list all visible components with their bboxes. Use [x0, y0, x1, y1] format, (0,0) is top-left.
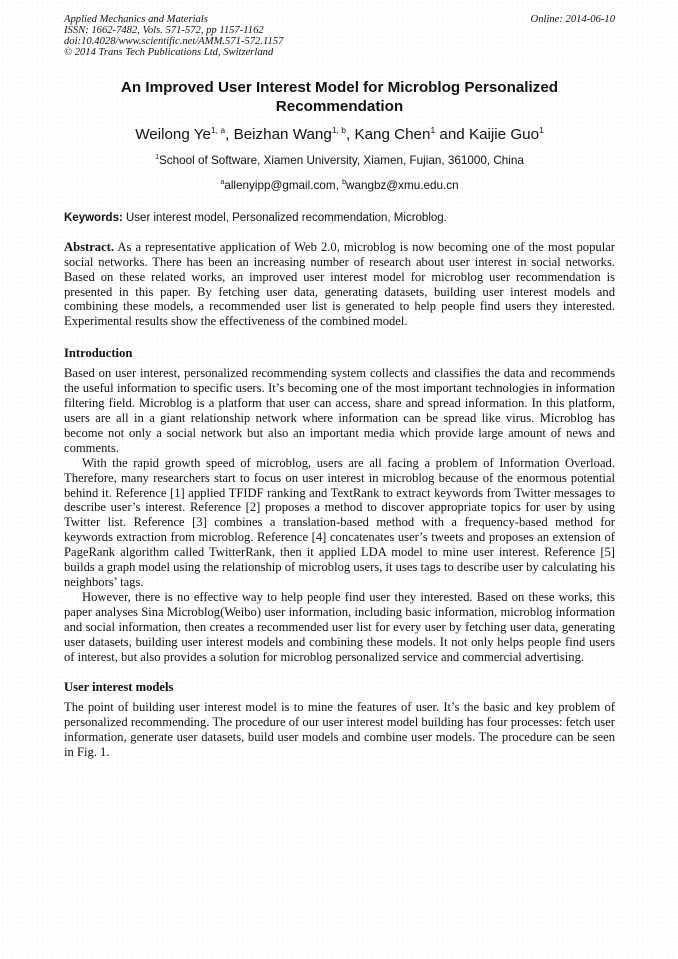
email-separator: , — [335, 178, 343, 192]
paper-title: An Improved User Interest Model for Microblog Personalized Recommendation — [120, 79, 559, 115]
author-sup: 1 — [430, 125, 436, 135]
abstract-text: As a representative application of Web 2.0, microblog is now becoming one of the most popular social networks. There has been an increasing number of research about user interest in social networks. Based on these related works, an improved user interest model for microblog user recommendation is presented in this paper. By fetching user data, generating datasets, building user interest models and combining these models, a recommended user list is generated to help people find users they interested. Experimental results show the effectiveness of the combined model. — [64, 239, 615, 329]
email-sup: a — [220, 178, 225, 186]
abstract-label: Abstract. — [64, 239, 115, 254]
journal-header — [64, 14, 615, 58]
author-name: Weilong Ye — [135, 126, 211, 144]
issn-line: ISSN: 1662-7482, Vols. 571-572, pp 1157-1162 — [64, 25, 264, 36]
affiliation — [64, 151, 615, 168]
author-separator: and — [435, 126, 469, 144]
author-separator: , — [346, 126, 355, 144]
copyright-line: © 2014 Trans Tech Publications Ltd, Switzerland — [64, 47, 274, 58]
paper-page — [64, 14, 615, 760]
abstract — [64, 240, 615, 329]
paragraph: The point of building user interest model is to mine the features of user. It’s the basic and key problem of personalized recommending. The procedure of our user interest model building has four processes: fetch user information, generate user datasets, build user models and combine user models. The procedure can be seen in Fig. 1. — [64, 700, 615, 760]
paragraph: With the rapid growth speed of microblog, users are all facing a problem of Information Overload. Therefore, many researchers start to focus on user interest in microblog because of the enormous potential behind it. Reference [1] applied TFIDF ranking and TextRank to extract keywords from Twitter messages to describe user’s interest. Reference [2] proposes a method to discover appropriate topics for user by using Twitter list. Reference [3] combines a translation-based method with a frequency-based method for keywords extraction from microblog. Reference [4] concatenates user’s tweets and proposes an extension of PageRank algorithm called TwitterRank, then it applied LDA model to mine user interest. Reference [5] builds a graph model using the relationship of microblog users, it uses tags to describe user by calculating his neighbors’ tags. — [64, 455, 615, 589]
email-sup: b — [342, 178, 346, 186]
keywords-text: User interest model, Personalized recommendation, Microblog. — [122, 211, 447, 224]
journal-name: Applied Mechanics and Materials — [64, 14, 208, 25]
affiliation-sup: 1 — [155, 154, 159, 162]
email-list — [64, 176, 615, 193]
doi-line: doi:10.4028/www.scientific.net/AMM.571-572.1157 — [64, 36, 284, 47]
section-heading-introduction: Introduction — [64, 346, 133, 361]
email-link[interactable]: allenyipp@gmail.com — [224, 178, 336, 192]
keywords-label: Keywords: — [64, 211, 123, 224]
author-sup: 1 — [539, 125, 544, 135]
author-name: Kaijie Guo — [468, 126, 540, 144]
author-name: Kang Chen — [354, 126, 431, 144]
keywords — [64, 211, 615, 225]
paragraph: Based on user interest, personalized recommending system collects and classifies the data and recommends the useful information to specific users. It’s becoming one of the most important technologies in information filtering field. Microblog is a platform that user can access, share and spread information. In this platform, users are all in a giant relationship network where information can be spread like virus. Microblog has become not only a social network but also an important media which provide large amount of news and comments. — [64, 366, 615, 455]
online-date: Online: 2014-06-10 — [530, 14, 615, 25]
author-separator: , — [225, 126, 234, 144]
author-name: Beizhan Wang — [233, 126, 332, 144]
affiliation-text: School of Software, Xiamen University, Xiamen, Fujian, 361000, China — [159, 153, 524, 167]
section-heading-user-interest-models: User interest models — [64, 680, 174, 695]
paragraph: However, there is no effective way to help people find user they interested. Based on these works, this paper analyses Sina Microblog(Weibo) user information, including basic information, microblog information and social information, then creates a recommended user list for every user by fetching user data, generating user datasets, building user interest models and combining these models. It not only helps people find users of interest, but also provides a solution for microblog personalized service and commercial advertising. — [64, 589, 615, 664]
author-list — [64, 121, 615, 144]
author-sup: 1, b — [331, 125, 346, 135]
author-sup: 1, a — [210, 125, 226, 135]
email-link[interactable]: wangbz@xmu.edu.cn — [346, 178, 459, 192]
